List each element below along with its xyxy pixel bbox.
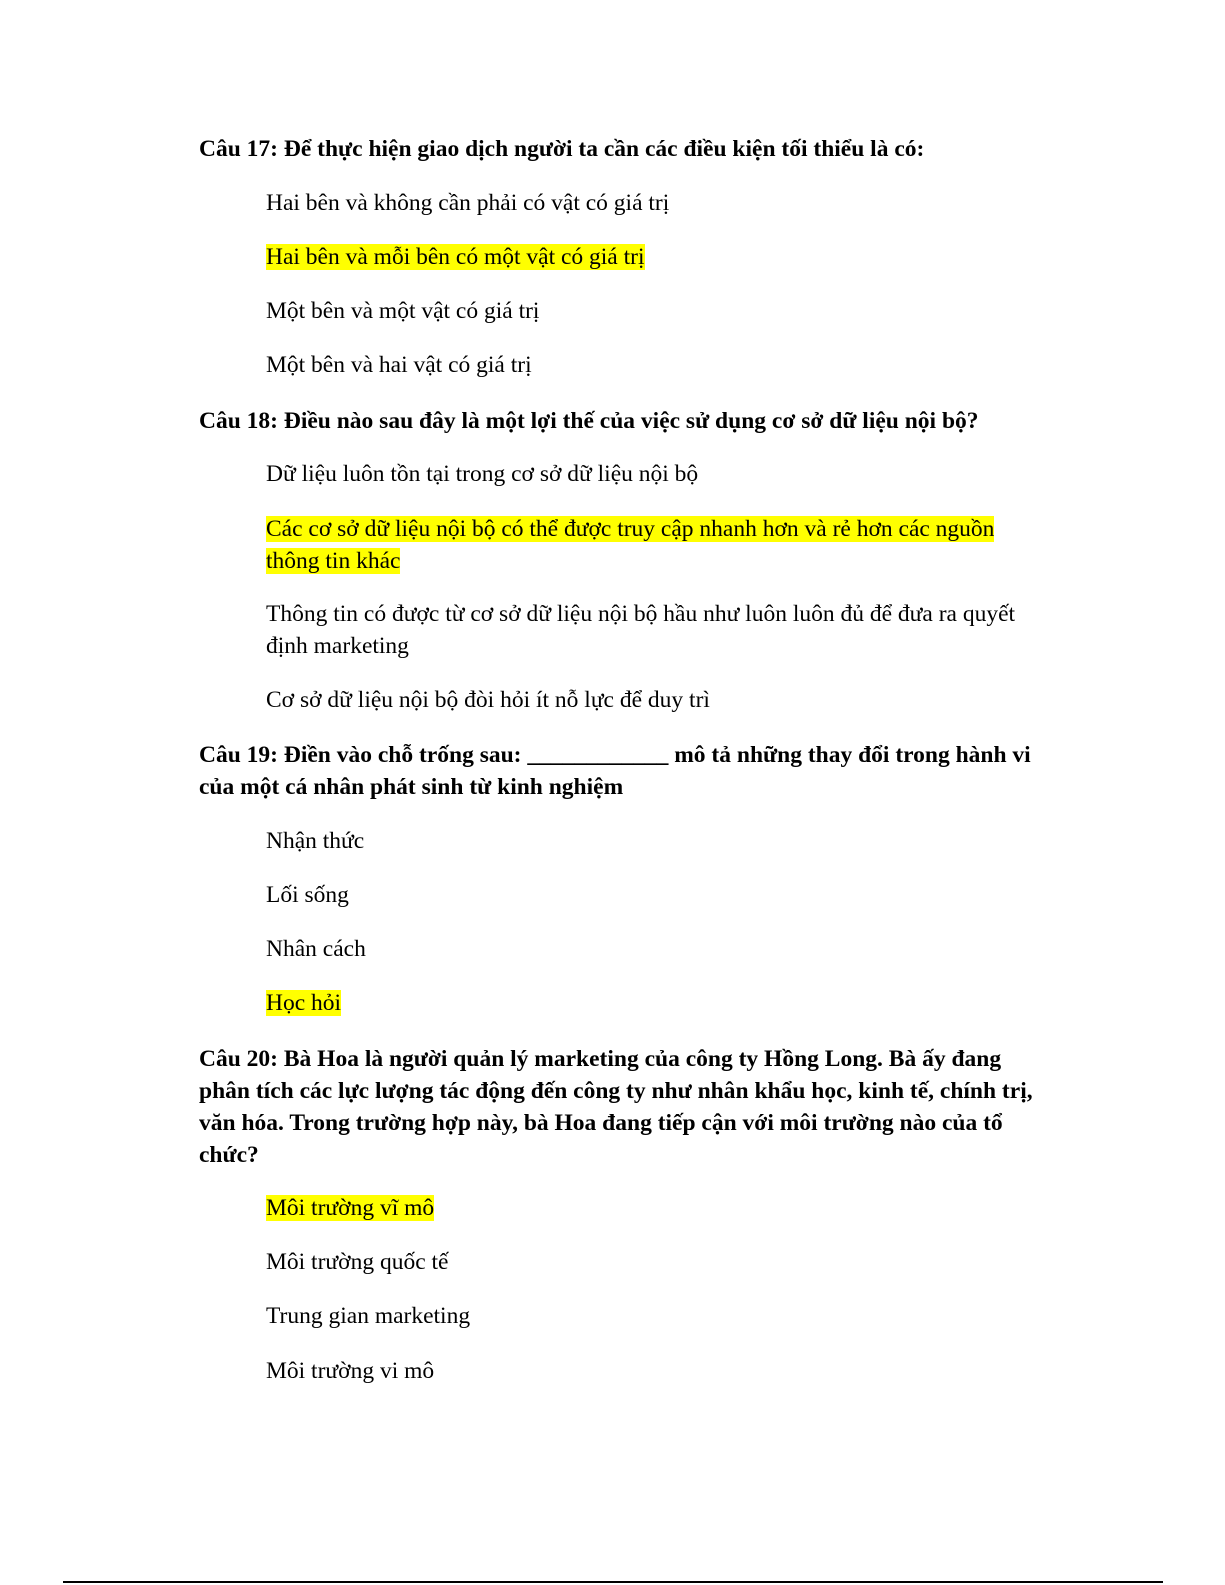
option-text: Môi trường vi mô bbox=[266, 1358, 435, 1384]
option-text: Dữ liệu luôn tồn tại trong cơ sở dữ liệu nội bộ bbox=[266, 461, 699, 487]
question-19-title: Câu 19: Điền vào chỗ trống sau: ____________ mô tả những thay đổi trong hành vi của một cá nhân phát sinh từ kinh nghiệm bbox=[199, 742, 1031, 800]
question-20-option-d bbox=[266, 1355, 1056, 1387]
option-text: Môi trường quốc tế bbox=[266, 1249, 449, 1275]
question-19-option-a bbox=[266, 825, 1056, 857]
question-20-option-c bbox=[266, 1300, 1056, 1332]
question-19-option-c bbox=[266, 933, 1056, 965]
question-17-title: Câu 17: Để thực hiện giao dịch người ta cần các điều kiện tối thiểu là có: bbox=[199, 136, 925, 162]
option-text-highlighted: Môi trường vĩ mô bbox=[266, 1195, 435, 1221]
option-text: Hai bên và không cần phải có vật có giá trị bbox=[266, 190, 670, 216]
option-text: Nhân cách bbox=[266, 936, 366, 962]
question-18-option-a bbox=[266, 458, 1056, 490]
option-text: Trung gian marketing bbox=[266, 1303, 471, 1329]
question-17-option-b-correct bbox=[266, 241, 1056, 273]
option-text: Nhận thức bbox=[266, 828, 365, 854]
option-text-highlighted: Các cơ sở dữ liệu nội bộ có thể được truy cập nhanh hơn và rẻ hơn các nguồn thông tin khác bbox=[266, 516, 995, 574]
question-18-option-b-correct bbox=[266, 513, 1026, 577]
question-18-option-d bbox=[266, 684, 1056, 716]
option-text-highlighted: Hai bên và mỗi bên có một vật có giá trị bbox=[266, 244, 645, 270]
question-20-option-b bbox=[266, 1246, 1056, 1278]
question-19-option-d-correct bbox=[266, 987, 1056, 1019]
question-20-option-a-correct bbox=[266, 1192, 1056, 1224]
question-20-title: Câu 20: Bà Hoa là người quản lý marketing của công ty Hồng Long. Bà ấy đang phân tích các lực lượng tác động đến công ty như nhân khẩu học, kinh tế, chính trị, văn hóa. Trong trường hợp này, bà Hoa đang tiếp cận với môi trường nào của tổ chức? bbox=[199, 1046, 1033, 1168]
page-bottom-divider bbox=[63, 1581, 1163, 1583]
question-17-option-c bbox=[266, 295, 1056, 327]
option-text: Lối sống bbox=[266, 882, 349, 908]
question-18-title: Câu 18: Điều nào sau đây là một lợi thế của việc sử dụng cơ sở dữ liệu nội bộ? bbox=[199, 408, 979, 434]
question-17-option-d bbox=[266, 349, 1056, 381]
question-18-option-c bbox=[266, 598, 1056, 662]
question-17-option-a bbox=[266, 187, 1056, 219]
option-text: Một bên và một vật có giá trị bbox=[266, 298, 540, 324]
option-text: Cơ sở dữ liệu nội bộ đòi hỏi ít nỗ lực để duy trì bbox=[266, 687, 710, 713]
option-text: Một bên và hai vật có giá trị bbox=[266, 352, 532, 378]
question-19-option-b bbox=[266, 879, 1056, 911]
option-text: Thông tin có được từ cơ sở dữ liệu nội bộ hầu như luôn luôn đủ để đưa ra quyết định marketing bbox=[266, 601, 1016, 659]
option-text-highlighted: Học hỏi bbox=[266, 990, 342, 1016]
